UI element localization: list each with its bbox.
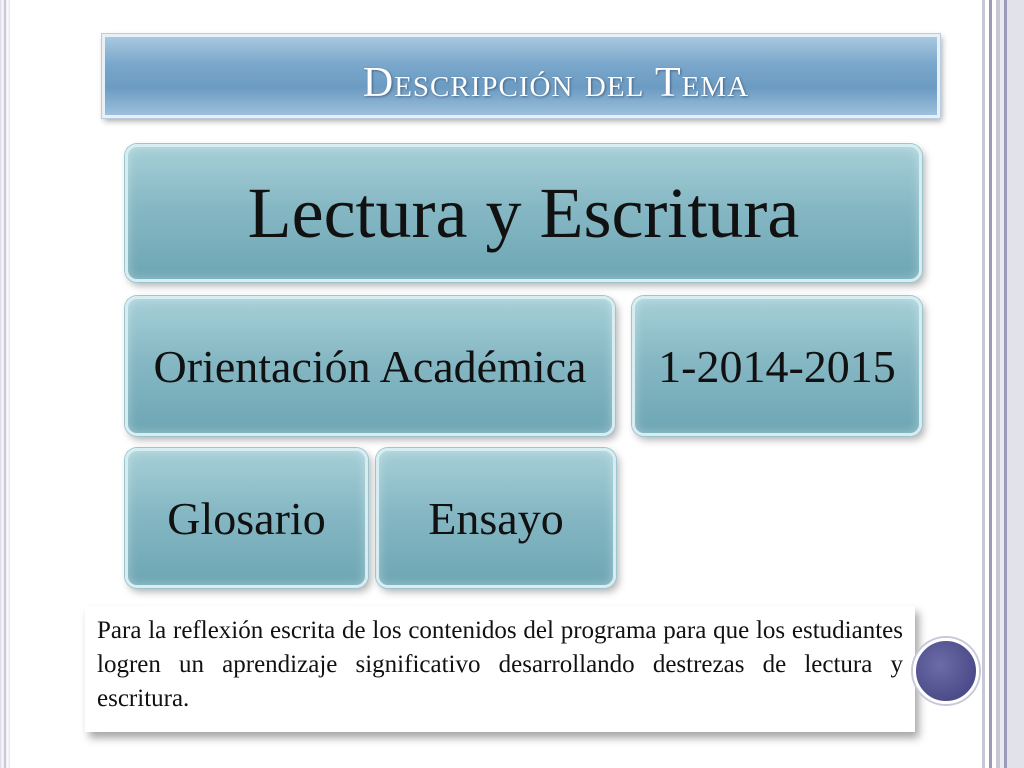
right-stripes-decoration — [976, 0, 1024, 768]
topic-box-ensayo — [376, 448, 616, 588]
decorative-circle — [913, 638, 979, 704]
topic-ensayo-label: Ensayo — [428, 492, 564, 544]
topic-box-glosario — [125, 448, 368, 588]
description-text: Para la reflexión escrita de los contenidos del programa para que los estudiantes logren un aprendizaje significativo desarrollando destrezas de lectura y escritura. — [97, 617, 903, 712]
topic-box-orientacion — [125, 296, 615, 436]
description-panel — [85, 606, 915, 732]
topic-main-label: Lectura y Escritura — [247, 172, 800, 253]
title-banner — [102, 34, 940, 118]
topic-date-label: 1-2014-2015 — [658, 340, 896, 392]
topic-glosario-label: Glosario — [167, 492, 326, 544]
topic-box-date — [632, 296, 922, 436]
left-border-decoration — [0, 0, 10, 768]
topic-box-main — [125, 144, 922, 282]
page-title: Descripción del Tema — [362, 60, 750, 106]
topic-orientacion-label: Orientación Académica — [153, 340, 587, 392]
